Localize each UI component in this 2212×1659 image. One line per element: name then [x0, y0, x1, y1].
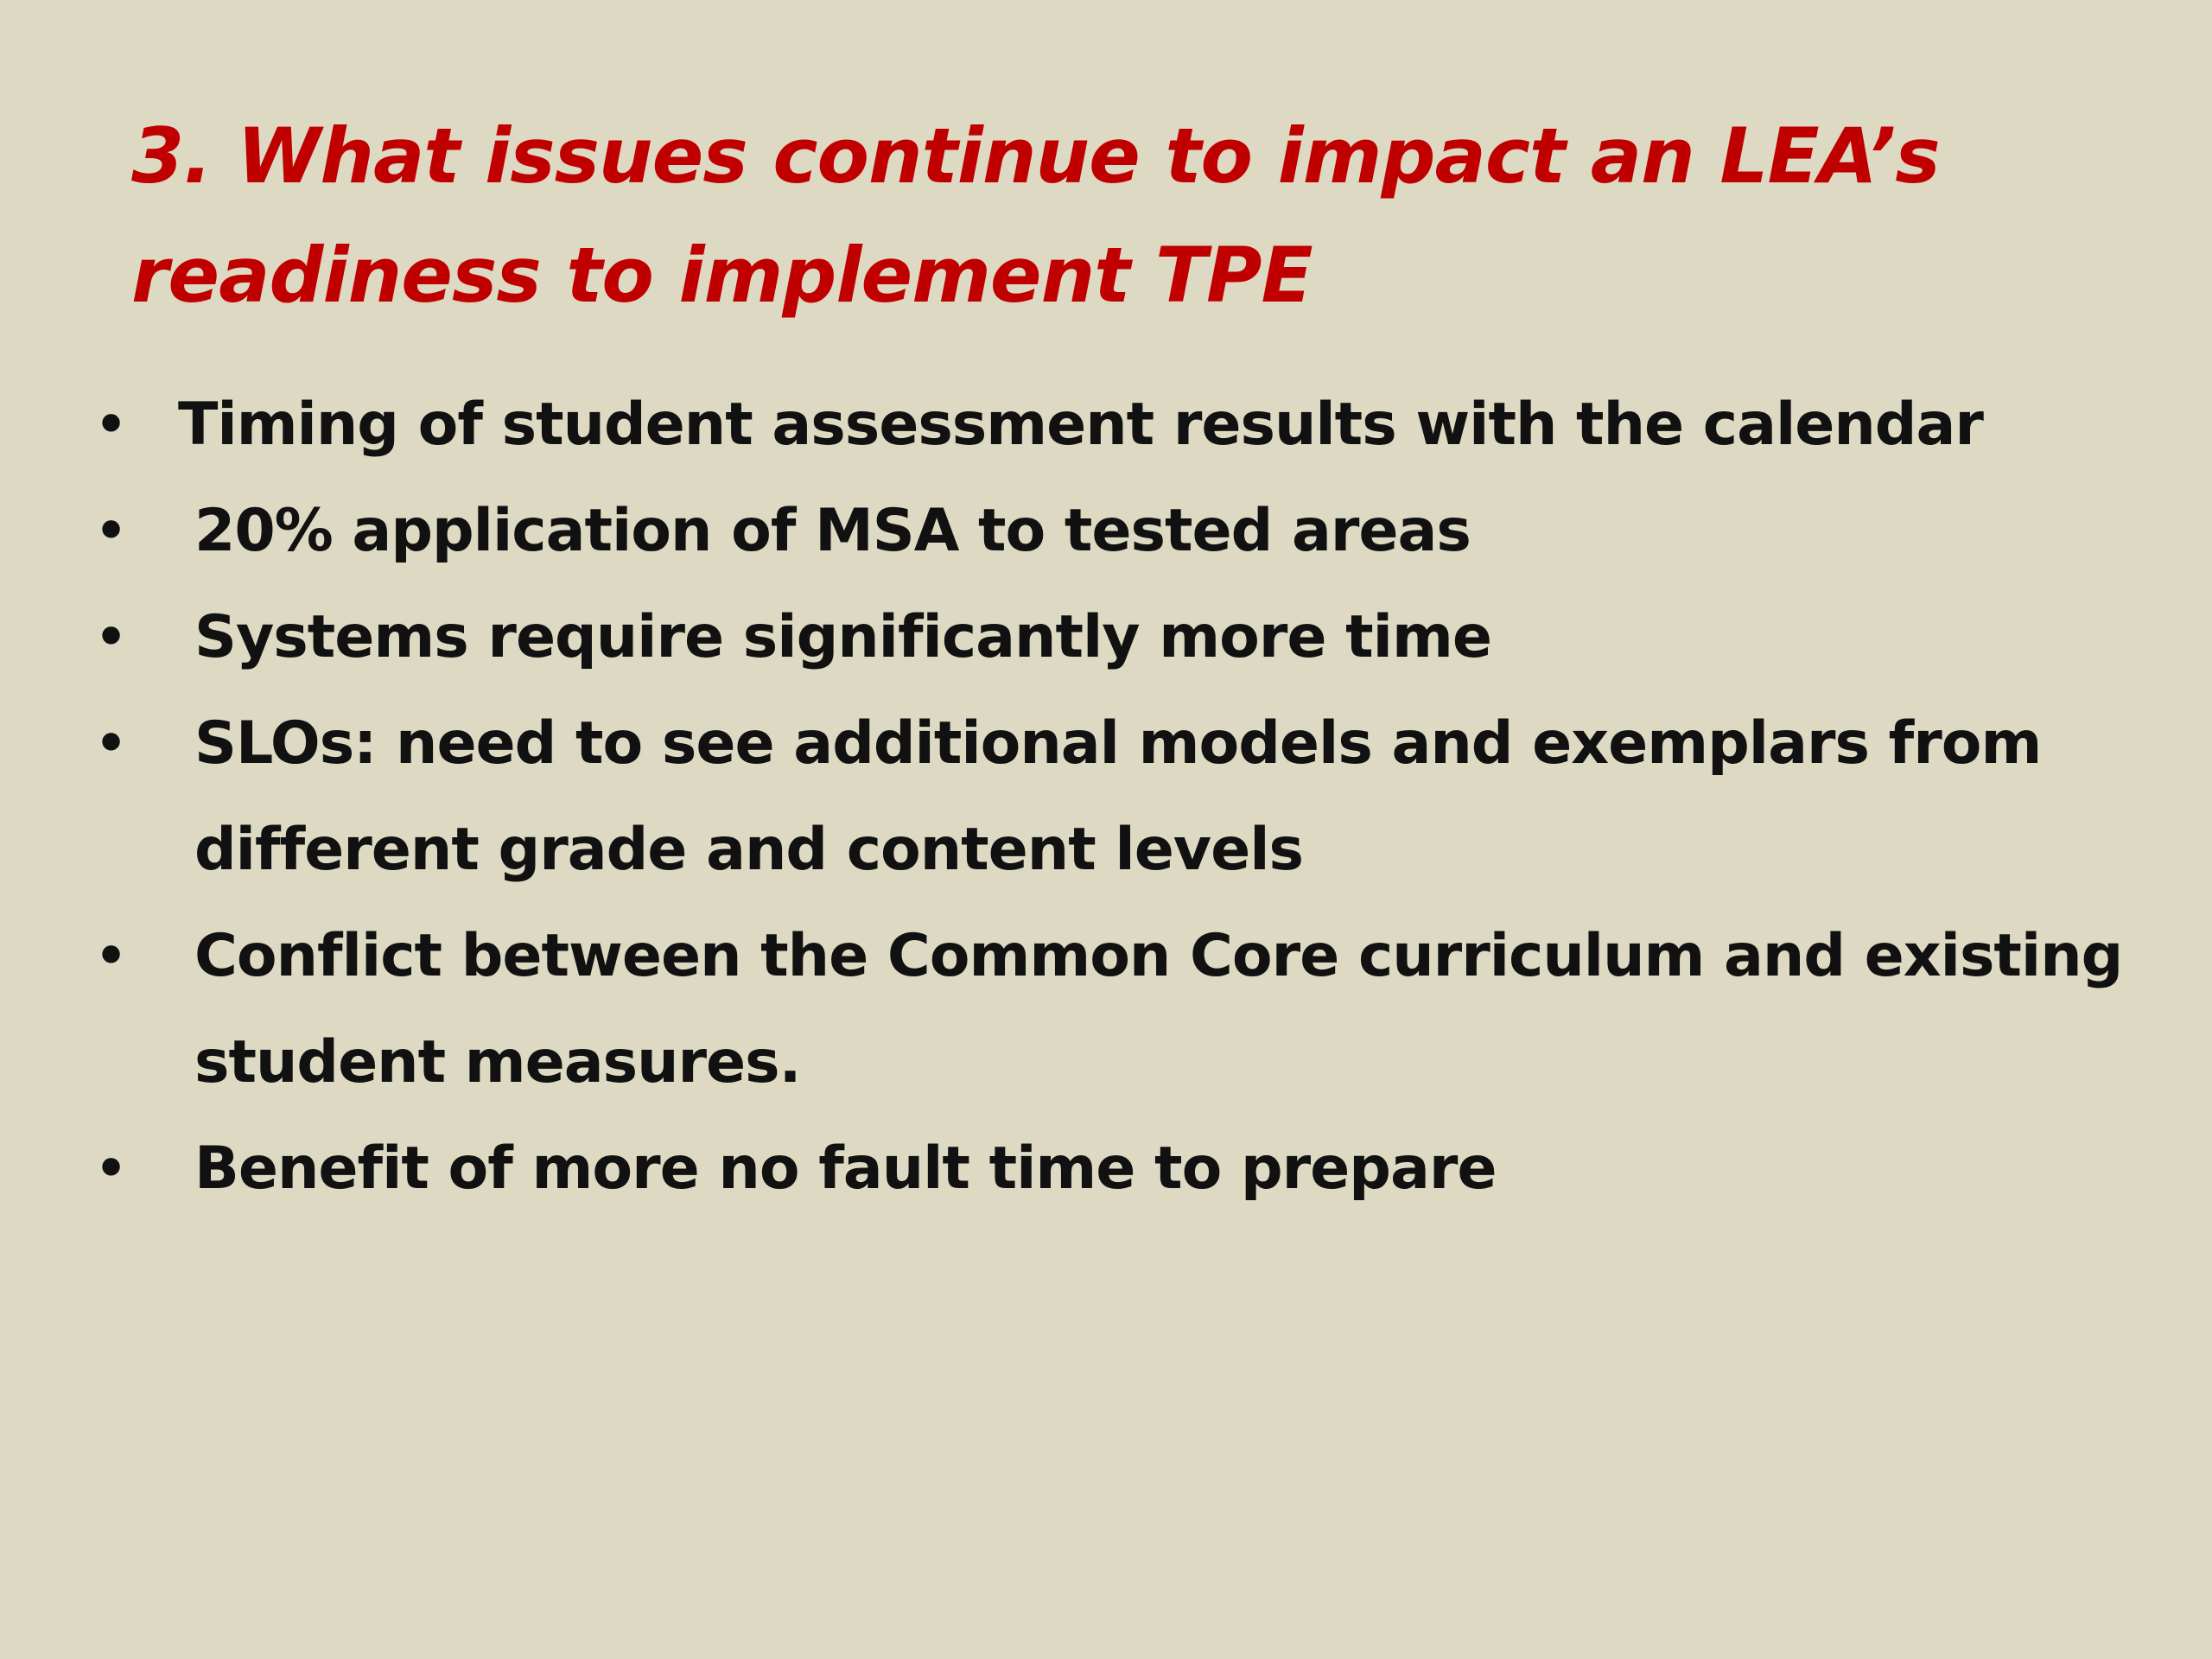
bullet-item-assessment-timing: [95, 372, 2152, 478]
issue-bullet-list: [95, 372, 2152, 1222]
bullet-item-slos-models: [95, 690, 2152, 903]
bullet-text-line: student measures.: [194, 1028, 801, 1096]
bullet-item-msa-application: [95, 478, 2152, 584]
bullet-marker: •: [95, 714, 127, 772]
bullet-item-no-fault-time: [95, 1116, 2152, 1222]
bullet-item-systems-time: [95, 584, 2152, 690]
bullet-marker: •: [95, 1139, 127, 1198]
slide-title-line-1: 3. What issues continue to impact an LEA’s: [131, 111, 1940, 200]
bullet-text-line: SLOs: need to see additional models and exemplars from: [194, 709, 2042, 778]
slide-title-line-2: readiness to implement TPE: [131, 231, 1313, 320]
bullet-text-line: different grade and content levels: [194, 816, 1304, 884]
bullet-marker: •: [95, 501, 127, 560]
bullet-text-line: 20% application of MSA to tested areas: [194, 497, 1471, 565]
bullet-item-common-core-conflict: [95, 903, 2152, 1116]
bullet-marker: •: [95, 395, 127, 454]
bullet-text-line: Systems require significantly more time: [194, 603, 1491, 671]
bullet-marker: •: [95, 926, 127, 985]
bullet-text-line: Timing of student assessment results with the calendar: [178, 391, 1983, 459]
bullet-text-line: Conflict between the Common Core curriculum and existing: [194, 922, 2123, 990]
slide-title: [131, 97, 2075, 335]
bullet-marker: •: [95, 607, 127, 666]
bullet-text-line: Benefit of more no fault time to prepare: [194, 1135, 1497, 1203]
